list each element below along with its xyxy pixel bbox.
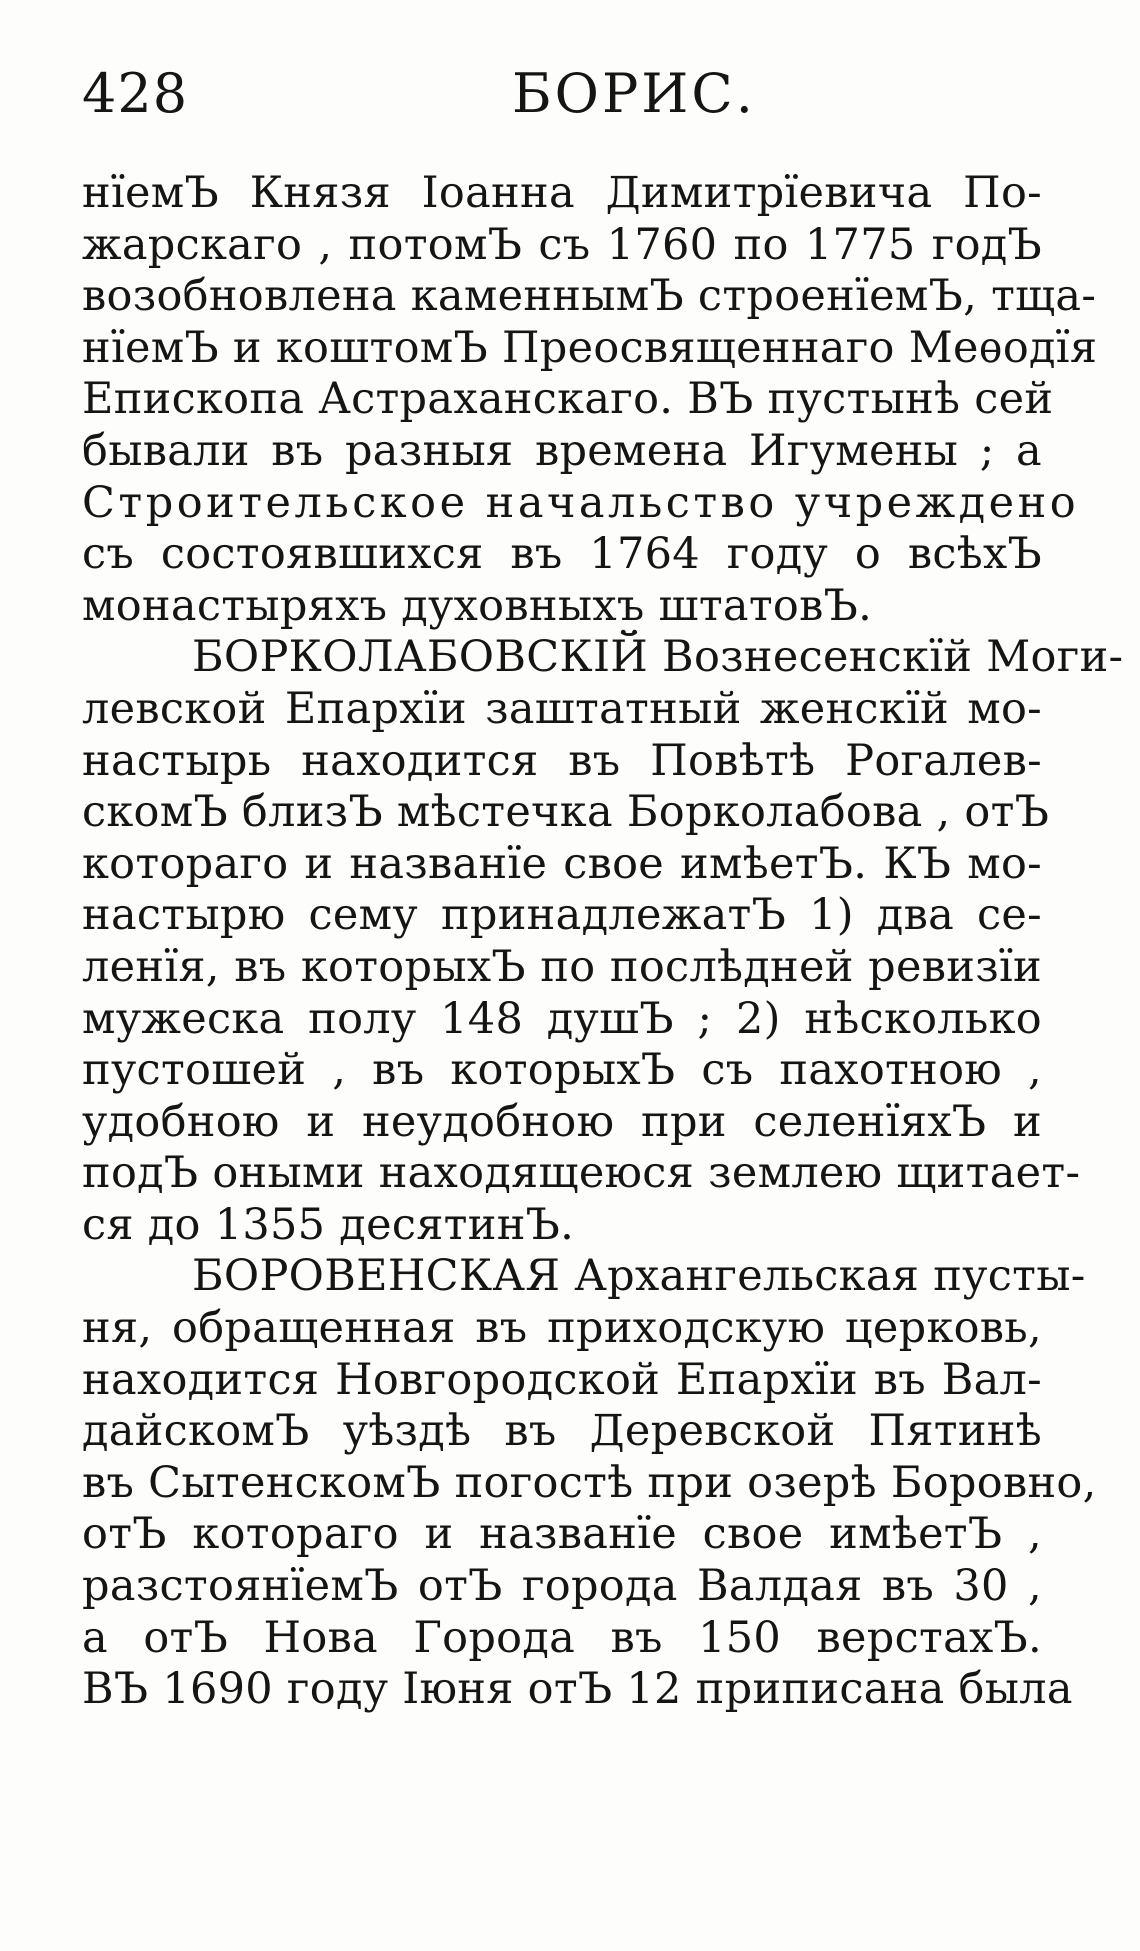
text-line: возобновлена каменнымЪ строенїемЪ, тща- (82, 271, 1097, 322)
text-line: Епископа Астраханскаго. ВЪ пустынѣ сей (82, 374, 1054, 425)
text-line: ВЪ 1690 году Iюня отЪ 12 приписана была (82, 1664, 1073, 1715)
text-line: мужеска полу 148 душЪ ; 2) нѣсколько (82, 993, 1042, 1044)
text-line: разстоянїемЪ отЪ города Валдая въ 30 , (82, 1561, 1042, 1612)
text-line: котораго и названїе свое имѣетЪ. КЪ мо- (82, 838, 1042, 889)
text-line: а отЪ Нова Города въ 150 верстахЪ. (82, 1612, 1042, 1663)
text-line: ся до 1355 десятинЪ. (82, 1199, 575, 1250)
page-body-text (82, 168, 1124, 1716)
text-line: бывали въ разныя времена Игумены ; а (82, 425, 1042, 476)
text-line: находится Новгородской Епархїи въ Вал- (82, 1354, 1042, 1405)
text-line: пустошей , въ которыхЪ съ пахотною , (82, 1045, 1042, 1096)
text-line: отЪ котораго и названїе свое имѣетЪ , (82, 1509, 1042, 1560)
text-line: удобною и неудобною при селенїяхЪ и (82, 1096, 1042, 1147)
text-line: Строительское начальство учреждено (82, 477, 1080, 528)
text-line: дайскомЪ уѣздѣ въ Деревской Пятинѣ (82, 1406, 1042, 1457)
text-line: жарскаго , потомЪ съ 1760 по 1775 годЪ (82, 219, 1042, 270)
text-line: нїемЪ Князя Iоанна Димитрїевича По- (82, 168, 1042, 218)
text-line: настырю сему принадлежатЪ 1) два се- (82, 890, 1042, 941)
page-number: 428 (82, 62, 189, 125)
text-line: ня, обращенная въ приходскую церковь, (82, 1303, 1042, 1354)
entry-heading-line: БОРОВЕНСКАЯ Архангельская пусты- (192, 1251, 1086, 1302)
text-line: подЪ оными находящеюся землею щитает- (82, 1148, 1081, 1199)
entry-heading-line: БОРКОЛАБОВСКIЙ Вознесенскїй Моги- (192, 632, 1124, 683)
text-line: скомЪ близЪ мѣстечка Борколабова , отЪ (82, 787, 1050, 838)
text-line: левской Епархїи заштатный женскїй мо- (82, 683, 1042, 734)
text-line: ленїя, въ которыхЪ по послѣдней ревизїи (82, 941, 1042, 992)
text-line: съ состоявшихся въ 1764 году о всѣхЪ (82, 529, 1042, 580)
running-title: БОРИС. (512, 62, 756, 125)
text-line: въ СытенскомЪ погостѣ при озерѣ Боровно, (82, 1457, 1097, 1508)
page-header (82, 62, 1140, 132)
text-line: настырь находится въ Повѣтѣ Рогалев- (82, 735, 1042, 786)
text-line: монастыряхъ духовныхъ штатовЪ. (82, 580, 873, 631)
text-line: нїемЪ и коштомЪ Преосвященнаго Меѳодїя (82, 322, 1098, 373)
